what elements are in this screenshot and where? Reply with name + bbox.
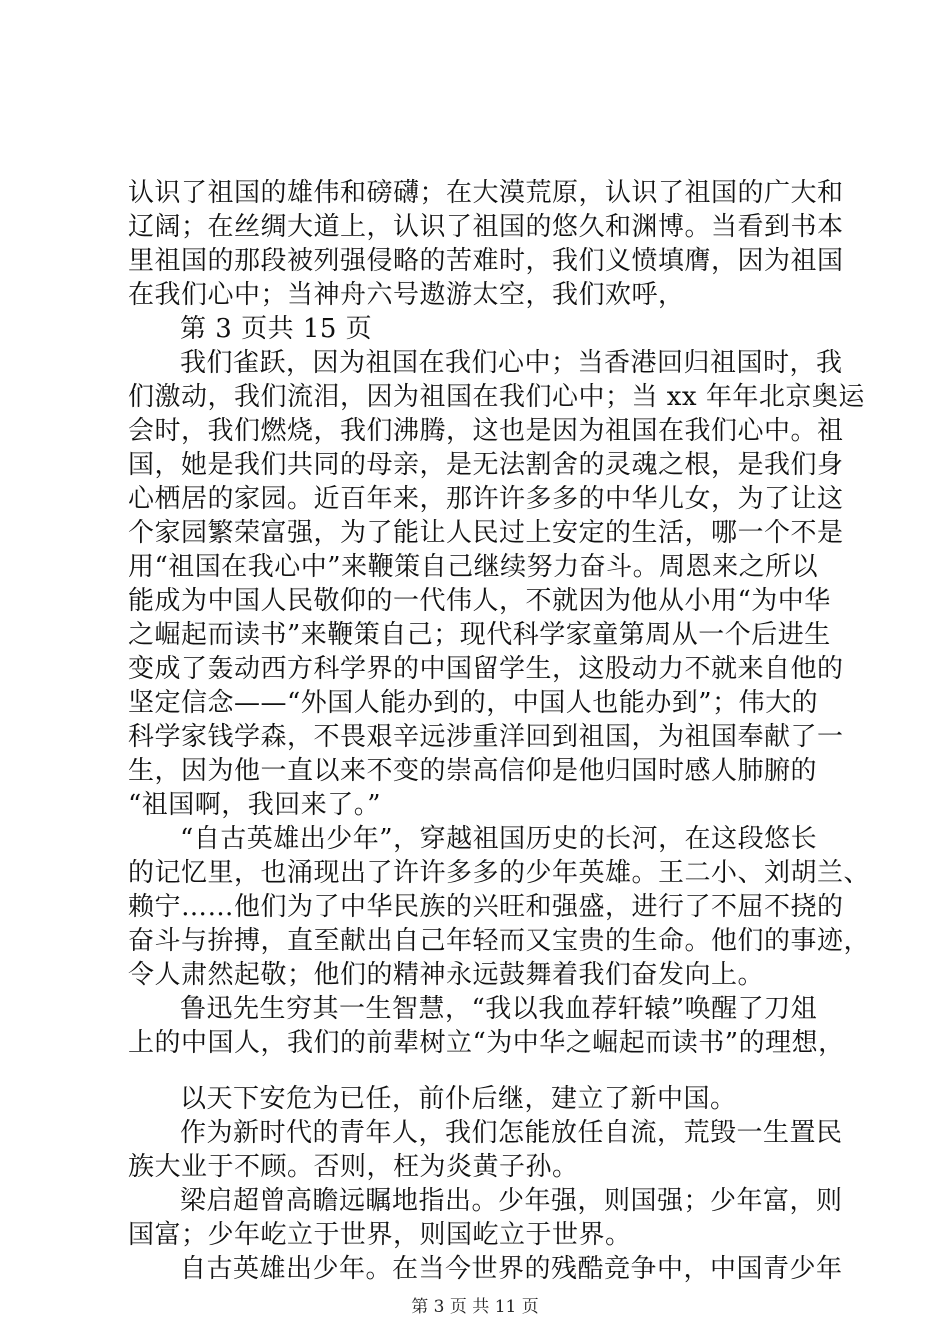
- text-line: 上的中国人，我们的前辈树立“为中华之崛起而读书”的理想，: [128, 1028, 845, 1058]
- inline-page-marker: 第 3 页共 15 页: [180, 314, 373, 344]
- text-line: 用“祖国在我心中”来鞭策自己继续努力奋斗。周恩来之所以: [128, 552, 819, 582]
- text-line: 个家园繁荣富强，为了能让人民过上安定的生活，哪一个不是: [128, 518, 844, 548]
- text-line: 自古英雄出少年。在当今世界的残酷竞争中，中国青少年: [180, 1254, 843, 1284]
- text-line: 作为新时代的青年人，我们怎能放任自流，荒毁一生置民: [180, 1118, 843, 1148]
- text-line: 辽阔；在丝绸大道上，认识了祖国的悠久和渊博。当看到书本: [128, 212, 844, 242]
- text-line: 心栖居的家园。近百年来，那许许多多的中华儿女，为了让这: [128, 484, 844, 514]
- text-line: 里祖国的那段被列强侵略的苦难时，我们义愤填膺，因为祖国: [128, 246, 844, 276]
- text-line: 认识了祖国的雄伟和磅礴；在大漠荒原，认识了祖国的广大和: [128, 178, 844, 208]
- text-line: 奋斗与拚搏，直至献出自己年轻而又宝贵的生命。他们的事迹，: [128, 926, 871, 956]
- text-line: 们激动，我们流泪，因为祖国在我们心中；当 xx 年年北京奥运: [128, 382, 865, 412]
- text-line: 在我们心中；当神舟六号遨游太空，我们欢呼，: [128, 280, 685, 310]
- text-line: 国富；少年屹立于世界，则国屹立于世界。: [128, 1220, 632, 1250]
- text-line: 我们雀跃，因为祖国在我们心中；当香港回归祖国时，我: [180, 348, 843, 378]
- page-footer: 第 3 页 共 11 页: [411, 1297, 539, 1317]
- text-line: 变成了轰动西方科学界的中国留学生，这股动力不就来自他的: [128, 654, 844, 684]
- text-line: 科学家钱学森，不畏艰辛远涉重洋回到祖国，为祖国奉献了一: [128, 722, 844, 752]
- text-line: “自古英雄出少年”，穿越祖国历史的长河，在这段悠长: [180, 824, 818, 854]
- text-line: 鲁迅先生穷其一生智慧，“我以我血荐轩辕”唤醒了刀俎: [180, 994, 818, 1024]
- text-line: 族大业于不顾。否则，枉为炎黄子孙。: [128, 1152, 579, 1182]
- text-line: 会时，我们燃烧，我们沸腾，这也是因为祖国在我们心中。祖: [128, 416, 844, 446]
- text-line: 令人肃然起敬；他们的精神永远鼓舞着我们奋发向上。: [128, 960, 765, 990]
- text-line: 以天下安危为已任，前仆后继，建立了新中国。: [180, 1084, 737, 1114]
- text-line: 能成为中国人民敬仰的一代伟人，不就因为他从小用“为中华: [128, 586, 831, 616]
- text-line: 的记忆里，也涌现出了许许多多的少年英雄。王二小、刘胡兰、: [128, 858, 871, 888]
- text-line: 国，她是我们共同的母亲，是无法割舍的灵魂之根，是我们身: [128, 450, 844, 480]
- text-line: 梁启超曾高瞻远瞩地指出。少年强，则国强；少年富，则: [180, 1186, 843, 1216]
- text-line: 坚定信念——“外国人能办到的，中国人也能办到”；伟大的: [128, 688, 819, 718]
- text-line: 之崛起而读书”来鞭策自己；现代科学家童第周从一个后进生: [128, 620, 831, 650]
- text-line: 赖宁……他们为了中华民族的兴旺和强盛，进行了不屈不挠的: [128, 892, 844, 922]
- text-line: 生，因为他一直以来不变的崇高信仰是他归国时感人肺腑的: [128, 756, 818, 786]
- text-line: “祖国啊，我回来了。”: [128, 790, 382, 820]
